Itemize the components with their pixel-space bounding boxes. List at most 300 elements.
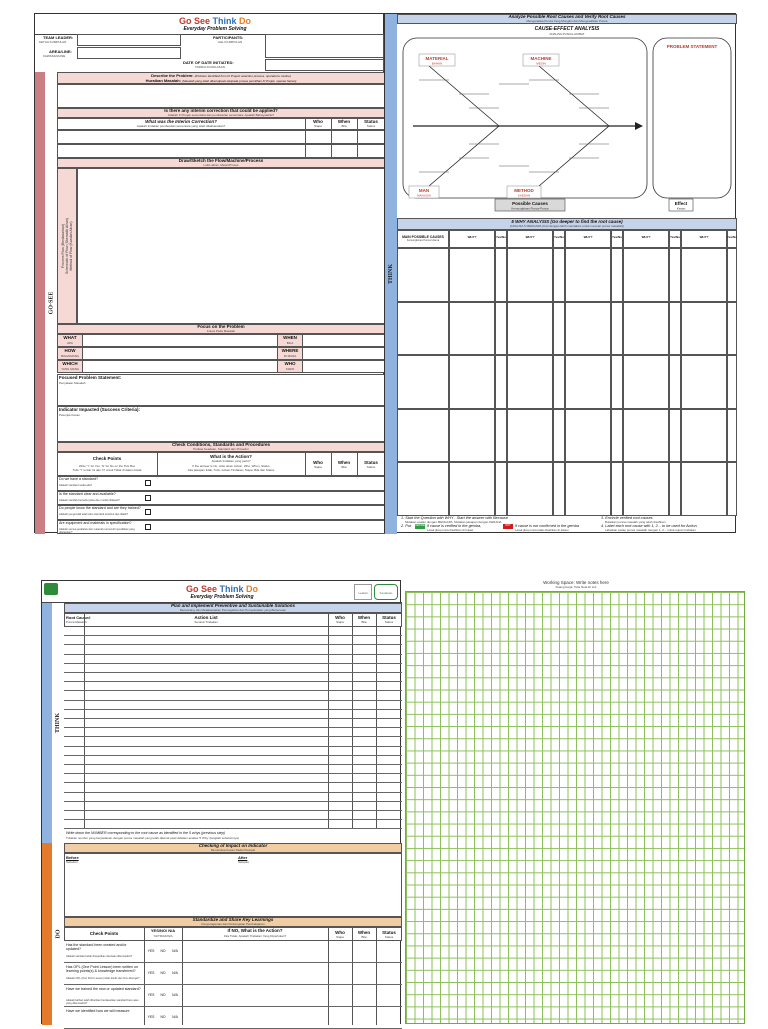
think-side-bar	[385, 14, 397, 534]
why-cell[interactable]	[623, 302, 669, 356]
check-when: When	[337, 460, 351, 465]
action-row[interactable]	[64, 783, 402, 792]
std-question: Has OPL (One Point Lesson) been written on learning points(s) & knowledge transferred?	[66, 965, 138, 973]
root-number-note-sub: Tuliskan nombor yang berpadanan dengan punca masalah yang telah dikenal pasti didalam analisa '5 Why' (langkah sebelumnya)	[66, 836, 239, 840]
man-label: MAN	[418, 188, 430, 193]
note-1-sub: Mulakan soalan dengan MENGAPA. Mulakan jawapan dengan KERANA	[405, 520, 502, 524]
std-na[interactable]: N/A	[172, 993, 178, 997]
participants-sub: AHLI KUMPULAN	[218, 40, 243, 44]
w5-key-sub: BAGAIMANA	[61, 354, 79, 358]
date-field[interactable]	[265, 59, 384, 71]
bone-man	[429, 126, 499, 186]
why-cell[interactable]	[449, 302, 495, 356]
action-row[interactable]	[64, 765, 402, 774]
team-leader-sub: KETUA KUMPULAN	[39, 40, 67, 44]
after-label: After	[238, 855, 248, 860]
w5-key: HOW	[64, 348, 76, 353]
std-yesno-sub: YA/TIDAK/N/A	[153, 934, 173, 938]
describe-title-2: Huraikan Masalah:	[145, 78, 181, 83]
before-sub: Sebelum	[66, 860, 78, 864]
describe-sub: (Problem identified from FI Project selection process, operations routine)	[194, 74, 291, 78]
why-cell[interactable]	[623, 462, 669, 516]
why-cell[interactable]	[507, 409, 553, 463]
action-list-label: Action List	[194, 615, 218, 620]
why-cell[interactable]	[611, 302, 623, 356]
check-points-hint: Write 'Y' for Yes, 'N' for No on the Tick Box	[78, 464, 136, 468]
why-label: 5 WHY ANALYSIS (Go deeper to find the root cause)	[511, 219, 623, 224]
w5-key2: WHO	[284, 361, 296, 366]
w5-key: WHAT	[63, 335, 77, 340]
check-question-sub: Adakah standard sedia ada?	[59, 484, 93, 487]
p2-status: Status	[382, 615, 396, 620]
interim-what-sub: Apakah tindakan pembetulan sementara yang telah dilaksanakan?	[136, 124, 226, 128]
cea-label: CAUSE-EFFECT ANALYSIS	[534, 26, 600, 32]
plan-sub: Merancang dan Melaksanakan Pencegahan dan Penyelesaian yang Berterusan	[179, 608, 287, 612]
fishbone-diagram[interactable]	[399, 36, 735, 222]
working-space-sub: Ruang Kerja: Tulis Nota Di sini	[555, 585, 597, 589]
page2-subtitle: Everyday Problem Solving	[190, 594, 254, 600]
std-question-sub: Adakah OPL (One Point Lesson) telah ditulis dan ilmu dikongsi?	[66, 977, 140, 980]
std-na[interactable]: N/A	[172, 949, 178, 953]
std-ifno-sub: Jika Tidak, Apakah Tindakan Yang Diperlukan?	[223, 934, 287, 938]
check-status-sub: Status	[366, 465, 376, 469]
bone-method	[539, 126, 609, 186]
why-col-head	[669, 230, 681, 248]
why-cell[interactable]	[565, 302, 611, 356]
note-2-verified: if cause is verified in the gemba,	[427, 524, 482, 528]
why-cell[interactable]	[495, 409, 507, 463]
w5-key2-sub: BILA	[286, 341, 294, 345]
why-cell[interactable]	[681, 302, 727, 356]
effect-label: Effect	[674, 201, 688, 206]
action-row[interactable]	[64, 811, 402, 820]
interim-row-1[interactable]	[57, 130, 385, 144]
process-flow-label: Process Flow (Berdasarkan)	[61, 223, 65, 269]
do-side-bar	[42, 843, 52, 1025]
std-question-sub	[66, 1021, 142, 1027]
think-label-col-2	[52, 603, 64, 843]
machine-sub: MESIN	[536, 61, 546, 66]
indicator-label: Indicator Impacted (Success Criteria):	[59, 407, 141, 412]
why-col-label: WHY?	[699, 235, 709, 239]
std-yes[interactable]: YES	[147, 971, 155, 975]
interim-when-sub: Bila	[341, 124, 347, 128]
indicator-sub: Petunjuk Kesan	[59, 413, 81, 417]
focus-sub: Fokus Pada Masalah	[206, 329, 236, 333]
possible-causes-label: Possible Causes	[512, 201, 548, 206]
w5-key2-sub: DI MANA	[283, 354, 297, 358]
action-row[interactable]	[64, 682, 402, 691]
action-row[interactable]	[64, 820, 402, 829]
check-points-hint-sub: Tulis 'Y' untuk Ya dan 'N' untuk Tidak di dalam kotak	[72, 468, 142, 472]
why-cell[interactable]	[669, 462, 681, 516]
why-cell[interactable]	[611, 409, 623, 463]
check-who: Who	[313, 460, 323, 465]
std-no[interactable]: NO	[160, 1015, 166, 1019]
std-when-sub: Bila	[361, 935, 367, 939]
why-cell[interactable]	[623, 409, 669, 463]
action-head-label: What is the Action?	[210, 454, 252, 459]
why-cell[interactable]	[611, 355, 623, 409]
std-question: Have we trained the new or updated standard?	[66, 987, 141, 991]
check-question: Do people know the standard and are they trained?	[59, 506, 141, 510]
draw-area[interactable]	[77, 168, 385, 324]
why-cell[interactable]	[553, 302, 565, 356]
participants-label: PARTICIPANTS:	[213, 35, 244, 40]
standardize-sub: Penyeragaman dan Perkongsian Pembelajaran	[201, 922, 265, 926]
why-col-label: Yes/No	[669, 235, 680, 239]
why-cell[interactable]	[397, 355, 449, 409]
why-col-label: Yes/No	[611, 235, 622, 239]
why-cell[interactable]	[727, 355, 737, 409]
check-question: Are equipment and materials in specification?	[59, 520, 132, 525]
why-cell[interactable]	[565, 355, 611, 409]
why-col-head	[727, 230, 737, 248]
why-cell[interactable]	[565, 248, 611, 302]
analyze-sub: Menganalisa Punca Yang Mungkin dan Mengesahkan Punca	[526, 19, 608, 23]
why-table	[397, 230, 737, 516]
why-cell[interactable]	[623, 355, 669, 409]
why-cell[interactable]	[623, 248, 669, 302]
w5-key2: WHERE	[281, 348, 299, 353]
why-col-head	[449, 230, 495, 248]
action-row[interactable]	[64, 719, 402, 728]
std-no[interactable]: NO	[160, 949, 166, 953]
describe-label-2	[57, 78, 385, 83]
p2-title-do: Do	[246, 584, 259, 594]
material-sub: BAHAN	[431, 61, 443, 66]
action-row[interactable]	[64, 728, 402, 737]
why-cell[interactable]	[495, 462, 507, 516]
why-col-label: WHY?	[583, 235, 593, 239]
page1-title	[135, 16, 295, 26]
why-cell[interactable]	[449, 462, 495, 516]
check-who-sub: Siapa	[314, 465, 322, 469]
action-row[interactable]	[64, 673, 402, 682]
p2-who: Who	[335, 615, 345, 620]
note-3-sub: Bulatkan punca masalah yang telah disahkan	[605, 520, 666, 524]
why-sub: (ANALISA 5 MENGAPA (Cari dengan lebih mendalam untuk mencari punca masalah))	[509, 224, 625, 228]
go-see-label-col	[45, 72, 57, 534]
w5-row[interactable]	[57, 347, 385, 360]
cea-sub: ANALISA PUNCA-AKIBAT	[549, 32, 585, 36]
std-when: When	[357, 930, 371, 935]
w5-key-sub: APA	[67, 341, 73, 345]
why-col-label: WHY?	[467, 235, 477, 239]
do-label: DO	[55, 929, 61, 939]
std-yesno: YES/NO/ N/A	[150, 928, 176, 933]
fish-arrow-head	[635, 122, 643, 130]
why-cell[interactable]	[495, 248, 507, 302]
check-question: Is the standard clear and available?	[59, 491, 116, 496]
w5-key: WHICH	[62, 361, 78, 366]
describe-problem-field[interactable]	[57, 84, 385, 108]
check-question-sub: Adakah semua peralatan dan material memenuhi spesifikasi yang ditetapkan?	[59, 527, 135, 534]
action-row[interactable]	[64, 737, 402, 746]
page2-left-form	[41, 580, 401, 1024]
note-1: 1. Start the Question with WHY . Start the answer with Because	[401, 516, 508, 520]
why-col-head	[565, 230, 611, 248]
check-status: Status	[364, 460, 378, 465]
why-cell[interactable]	[449, 409, 495, 463]
company-logo	[44, 583, 58, 595]
describe-sub-2: (Masalah yang telah dikenalpasti daripada proses pemilihan FI Projek, operasi harian)	[182, 79, 297, 83]
w5-row[interactable]	[57, 360, 385, 373]
action-row[interactable]	[64, 645, 402, 654]
problem-statement-label: PROBLEM STATEMENT	[666, 44, 718, 49]
working-space-page	[403, 580, 749, 1024]
p2-title-see: See	[200, 584, 217, 594]
why-cell[interactable]	[669, 355, 681, 409]
focused-problem-label: Focused Problem Statement:	[59, 375, 122, 380]
draw-label: Draw/Sketch the Flow/Machine/Process	[178, 158, 264, 163]
page1-subtitle: Everyday Problem Solving	[183, 26, 247, 32]
why-cell[interactable]	[681, 355, 727, 409]
do-label-col	[52, 843, 64, 1025]
why-cell[interactable]	[727, 302, 737, 356]
w5-key2-sub: SIAPA	[285, 367, 295, 371]
action-row[interactable]	[64, 747, 402, 756]
schematic-label: Schematic of Flow (Skematik Aliran)	[65, 217, 69, 275]
method-label: Method of Flow (Kaedah Aliran)	[69, 221, 73, 271]
check-tick-box[interactable]	[145, 480, 151, 486]
check-when-sub: Bila	[341, 465, 347, 469]
interim-what: What was the Interim Correction?	[145, 119, 217, 124]
std-yes[interactable]: YES	[147, 1015, 155, 1019]
w5-key2: WHEN	[283, 335, 297, 340]
partner-logo-2: Kesatuan	[374, 584, 398, 600]
why-cell[interactable]	[449, 248, 495, 302]
why-cell[interactable]	[397, 248, 449, 302]
analyze-label: Analyze Possible Root Causes and Verify Root Causes	[508, 14, 626, 19]
why-col-head	[553, 230, 565, 248]
std-question-sub: Adakah standard telah diwujudkan dan/atau dikemaskini?	[66, 955, 133, 958]
describe-title: Describe the Problem:	[151, 73, 194, 78]
possible-causes-sub: Kemungkinan Punca-Punca	[511, 206, 549, 211]
bone-machine	[539, 66, 609, 126]
std-who-sub: Siapa	[336, 935, 344, 939]
check-tick-box[interactable]	[145, 509, 151, 515]
check-conditions-label: Check Conditions, Standards and Procedures	[171, 442, 271, 447]
why-cell[interactable]	[553, 409, 565, 463]
why-cell[interactable]	[727, 462, 737, 516]
action-row[interactable]	[64, 756, 402, 765]
go-see-side-bar	[35, 72, 45, 534]
after-sub: Selepas	[238, 860, 249, 864]
action-head-hint-sub: Jika jawapan tidak, Tulis, tulisan Tindakan, Siapa, Bila dan Status	[187, 468, 275, 472]
std-yes[interactable]: YES	[147, 993, 155, 997]
date-sub: TARIKH DI MULAKAN	[195, 65, 225, 69]
team-leader-label: TEAM LEADER:	[43, 35, 74, 40]
why-cell[interactable]	[681, 462, 727, 516]
interim-question-sub: Adakah FI Projek sementara dan pembetulan sementara, Apakah Bahaysialnis?	[167, 113, 275, 117]
why-col-label: WHY?	[641, 235, 651, 239]
check-question-sub: Adakah standard tersebut jelas dan mudah didapati?	[59, 498, 120, 502]
title-see: See	[193, 16, 210, 26]
team-leader-field[interactable]	[77, 34, 181, 46]
note-2-not-sub: Letak jika punca tidak disahkan di lokasi	[515, 528, 569, 532]
std-status: Status	[382, 930, 396, 935]
std-na[interactable]: N/A	[172, 1015, 178, 1019]
root-number-note-text: Write down the NUMBER corresponding to the root cause as identified in the 5 whys (previous step)	[66, 831, 226, 835]
method-label: METHOD	[514, 188, 534, 193]
check-tick-box[interactable]	[145, 524, 151, 530]
action-head-hint: If the answer is No, write down Action, Who, When, Status	[192, 464, 270, 468]
action-row[interactable]	[64, 636, 402, 645]
p2-status-sub: Status	[384, 620, 394, 624]
interim-who-sub: Siapa	[314, 124, 322, 128]
why-cell[interactable]	[553, 248, 565, 302]
why-col-label: Yes/No	[553, 235, 564, 239]
action-row[interactable]	[64, 691, 402, 700]
why-col-label: WHY?	[525, 235, 535, 239]
why-cell[interactable]	[727, 409, 737, 463]
bone-material	[429, 66, 499, 126]
w5-row[interactable]	[57, 334, 385, 347]
before-label: Before	[66, 855, 79, 860]
verified-green-swatch: VERIFIED	[415, 524, 427, 527]
note-2-not: if cause is not confirmed in the gemba	[515, 524, 579, 528]
title-do: Do	[239, 16, 252, 26]
note-4: 4. Label each root cause with 1, 2... to be used for Action	[601, 524, 697, 528]
why-col-head	[623, 230, 669, 248]
action-row[interactable]	[64, 627, 402, 636]
why-col-label: Yes/No	[495, 235, 506, 239]
why-col-head	[611, 230, 623, 248]
action-row[interactable]	[64, 793, 402, 802]
why-cell[interactable]	[397, 409, 449, 463]
interim-row-2[interactable]	[57, 144, 385, 158]
material-label: MATERIAL	[425, 56, 449, 61]
machine-label: MACHINE	[530, 56, 552, 61]
participants-field[interactable]	[265, 34, 384, 58]
note-3: 3. Encircle verified root causes	[601, 516, 653, 520]
root-cause-sub: Punca Masalah	[66, 620, 87, 624]
why-cell[interactable]	[611, 248, 623, 302]
why-cell[interactable]	[669, 302, 681, 356]
why-cell[interactable]	[507, 248, 553, 302]
why-cell[interactable]	[397, 462, 449, 516]
std-yes[interactable]: YES	[147, 949, 155, 953]
grid-paper[interactable]	[405, 591, 745, 1024]
std-na[interactable]: N/A	[172, 971, 178, 975]
action-list-sub: Senarai Tindakan	[194, 620, 218, 624]
check-points-label: Check Points	[92, 456, 122, 461]
focus-label: Focus on the Problem	[197, 324, 245, 329]
check-question-sub: Adakah pengendali telah tahu standard tersebut dan dilatih?	[59, 513, 129, 516]
why-col-head	[507, 230, 553, 248]
think-side-bar-2	[42, 603, 52, 843]
check-tick-box[interactable]	[145, 495, 151, 501]
action-row[interactable]	[64, 774, 402, 783]
action-row[interactable]	[64, 664, 402, 673]
why-cell[interactable]	[681, 409, 727, 463]
p2-when-sub: Bila	[361, 620, 367, 624]
why-cell[interactable]	[565, 462, 611, 516]
standardize-label: Standardize and Share Key Learnings	[192, 917, 274, 922]
plan-label: Plan and Implement Preventive and Sustainable Solutions	[170, 603, 296, 608]
why-cell[interactable]	[495, 355, 507, 409]
why-cell[interactable]	[507, 462, 553, 516]
why-cell[interactable]	[611, 462, 623, 516]
title-think: Think	[212, 16, 237, 26]
std-question-sub: Adakah latihan telah diberikan berdasarkan standard baru atau yang dikemaskini?	[66, 999, 139, 1005]
std-who: Who	[335, 930, 345, 935]
std-question: Have we identified how we will measure	[66, 1009, 130, 1013]
interim-status: Status	[364, 119, 378, 124]
area-line-label: AREA/LINE:	[49, 49, 72, 54]
why-cell[interactable]	[449, 355, 495, 409]
why-cell[interactable]	[507, 355, 553, 409]
action-row[interactable]	[64, 701, 402, 710]
why-cell[interactable]	[669, 409, 681, 463]
check-question: Do we have a standard?	[59, 477, 98, 481]
interim-who: Who	[313, 119, 323, 124]
note-2-verified-sub: Letak jika punca disahkan di lokasi	[427, 528, 474, 532]
why-cell[interactable]	[727, 248, 737, 302]
action-row[interactable]	[64, 802, 402, 811]
why-cell[interactable]	[553, 355, 565, 409]
why-cell[interactable]	[669, 248, 681, 302]
why-cell[interactable]	[681, 248, 727, 302]
effect-sub: Kesan	[676, 206, 686, 211]
action-row[interactable]	[64, 655, 402, 664]
page1-right-form	[384, 13, 736, 533]
working-space-label: Working Space: Write notes here	[543, 580, 609, 585]
why-cell[interactable]	[565, 409, 611, 463]
problem-frame	[653, 38, 731, 198]
page2-title	[142, 584, 302, 594]
w5-key-sub: YANG MANA	[61, 367, 79, 371]
think-label-2: THINK	[55, 712, 62, 734]
std-status-sub: Status	[384, 935, 394, 939]
area-line-field[interactable]	[77, 47, 181, 59]
interim-status-sub: Status	[366, 124, 376, 128]
page1-left-form	[34, 13, 384, 533]
action-row[interactable]	[64, 710, 402, 719]
interim-when: When	[337, 119, 351, 124]
why-main-cause-sub: Kemungkinan Punca Utama	[406, 239, 440, 242]
interim-question: Is there any interim correction that could be applied?	[164, 108, 278, 113]
why-main-cause: MAIN POSSIBLE CAUSES	[402, 235, 444, 239]
checking-sub: Memeriksa Kesan Pada Petunjuk	[210, 848, 256, 852]
p2-when: When	[357, 615, 371, 620]
area-line-sub: KAWASAN/LINE	[43, 54, 66, 58]
why-cell[interactable]	[507, 302, 553, 356]
partner-logo-1: Lestari	[354, 584, 372, 600]
why-cell[interactable]	[553, 462, 565, 516]
note-2: 2. Put	[401, 524, 411, 528]
why-col-head	[681, 230, 727, 248]
root-cause-label: Root Cause#	[66, 615, 91, 620]
why-col-label: Yes/No	[727, 235, 738, 239]
std-no[interactable]: NO	[160, 971, 166, 975]
std-ifno: If NO, What is the Action?	[227, 928, 283, 933]
checking-label: Checking of Impact on Indicator	[198, 843, 268, 848]
draw-side-labels	[57, 168, 77, 324]
why-cell[interactable]	[495, 302, 507, 356]
checking-area[interactable]	[64, 853, 402, 917]
draw-sub: Lukis aliran, Mesin/Proses	[203, 163, 239, 167]
man-sub: MANUSIA	[417, 193, 431, 198]
focused-problem-sub: Penyataan Masalah	[59, 381, 86, 385]
std-question: Has the standard been created and/or updated?	[66, 943, 127, 951]
go-see-label: GO-SEE	[48, 291, 54, 315]
why-cell[interactable]	[397, 302, 449, 356]
action-head-sub: Apakah tindakan yang perlu?	[211, 459, 251, 463]
note-4-sub: Labelkan setiap punca masalah dengan 1, 2... untuk tujuan tindakan	[605, 528, 696, 532]
std-no[interactable]: NO	[160, 993, 166, 997]
